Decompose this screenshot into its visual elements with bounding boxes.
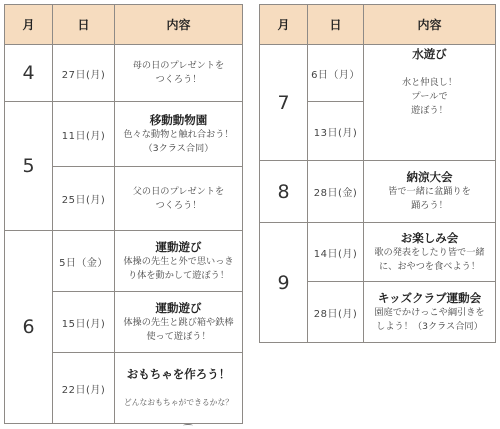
content-line: 遊ぼう！ — [411, 105, 448, 116]
content-line: 父の日のプレゼントを — [132, 185, 225, 197]
table-row — [5, 102, 243, 167]
content-line: つくろう！ — [155, 74, 202, 85]
day-cell: 28日(金) — [308, 161, 364, 223]
event-title: 水遊び — [412, 47, 447, 61]
content-line: に、おやつを食べよう！ — [378, 260, 481, 272]
day-cell: 28日(月) — [308, 282, 364, 343]
event-title: お楽しみ会 — [400, 230, 459, 245]
event-title: おもちゃを作ろう！ — [126, 366, 231, 381]
event-title: 運動遊び — [155, 239, 202, 254]
table-row — [5, 231, 243, 292]
schedule-table-left — [4, 4, 243, 424]
content-line: しよう！（3クラス合同） — [376, 320, 483, 332]
day-cell: 22日(月) — [53, 353, 115, 424]
month-cell: 9 — [260, 223, 308, 343]
content-line: どんなおもちゃができるかな？ — [123, 397, 234, 407]
content-cell — [364, 161, 496, 223]
table-row — [260, 45, 496, 102]
day-cell: 5日（金） — [53, 231, 115, 292]
content-line: 色々な動物と触れ合おう！ — [123, 128, 234, 140]
event-title: キッズクラブ運動会 — [377, 290, 482, 305]
content-line: プールで — [411, 91, 448, 102]
day-cell: 15日(月) — [53, 292, 115, 353]
content-cell — [115, 353, 243, 424]
event-title: 納涼大会 — [406, 170, 453, 184]
content-header: 内容 — [115, 5, 243, 45]
content-line: 園庭でかけっこや綱引きを — [374, 306, 485, 318]
content-line: 体操の先生と跳び箱や鉄棒 — [123, 316, 234, 328]
content-line: （3クラス合同） — [143, 142, 214, 154]
day-cell: 25日(月) — [53, 167, 115, 231]
event-title: 移動動物園 — [149, 112, 208, 127]
content-line: 使って遊ぼう！ — [146, 330, 211, 342]
content-line: 踊ろう！ — [411, 200, 448, 211]
content-cell — [364, 282, 496, 343]
content-header: 内容 — [364, 5, 496, 45]
day-header: 日 — [53, 5, 115, 45]
content-line: つくろう！ — [155, 199, 202, 211]
header-row — [5, 5, 243, 45]
table-row — [260, 161, 496, 223]
content-line: 水と仲良し！ — [401, 77, 458, 88]
content-line: り体を動かして遊ぼう！ — [127, 269, 230, 281]
content-cell — [115, 292, 243, 353]
content-line: 体操の先生と外で思いっき — [123, 255, 234, 267]
day-cell: 11日(月) — [53, 102, 115, 167]
event-title: 運動遊び — [155, 300, 202, 315]
month-header: 月 — [5, 5, 53, 45]
content-line: 歌の発表をしたり皆で一緒 — [374, 246, 485, 258]
content-cell — [115, 167, 243, 231]
month-cell: 6 — [5, 231, 53, 424]
content-cell — [115, 231, 243, 292]
content-line: 皆で一緒に盆踊りを — [388, 186, 471, 197]
content-cell — [115, 102, 243, 167]
day-cell: 13日(月) — [308, 102, 364, 161]
table-row — [260, 223, 496, 282]
month-cell: 5 — [5, 102, 53, 231]
month-cell: 8 — [260, 161, 308, 223]
scan-mark — [183, 424, 193, 427]
day-header: 日 — [308, 5, 364, 45]
day-cell: 27日(月) — [53, 45, 115, 102]
month-cell: 4 — [5, 45, 53, 102]
content-cell — [364, 45, 496, 161]
content-cell — [364, 223, 496, 282]
month-cell: 7 — [260, 45, 308, 161]
day-cell: 6日（月） — [308, 45, 364, 102]
content-line: 母の日のプレゼントを — [132, 60, 225, 71]
schedule-table-right — [259, 4, 496, 343]
month-header: 月 — [260, 5, 308, 45]
header-row — [260, 5, 496, 45]
day-cell: 14日(月) — [308, 223, 364, 282]
table-row — [5, 45, 243, 102]
content-cell — [115, 45, 243, 102]
